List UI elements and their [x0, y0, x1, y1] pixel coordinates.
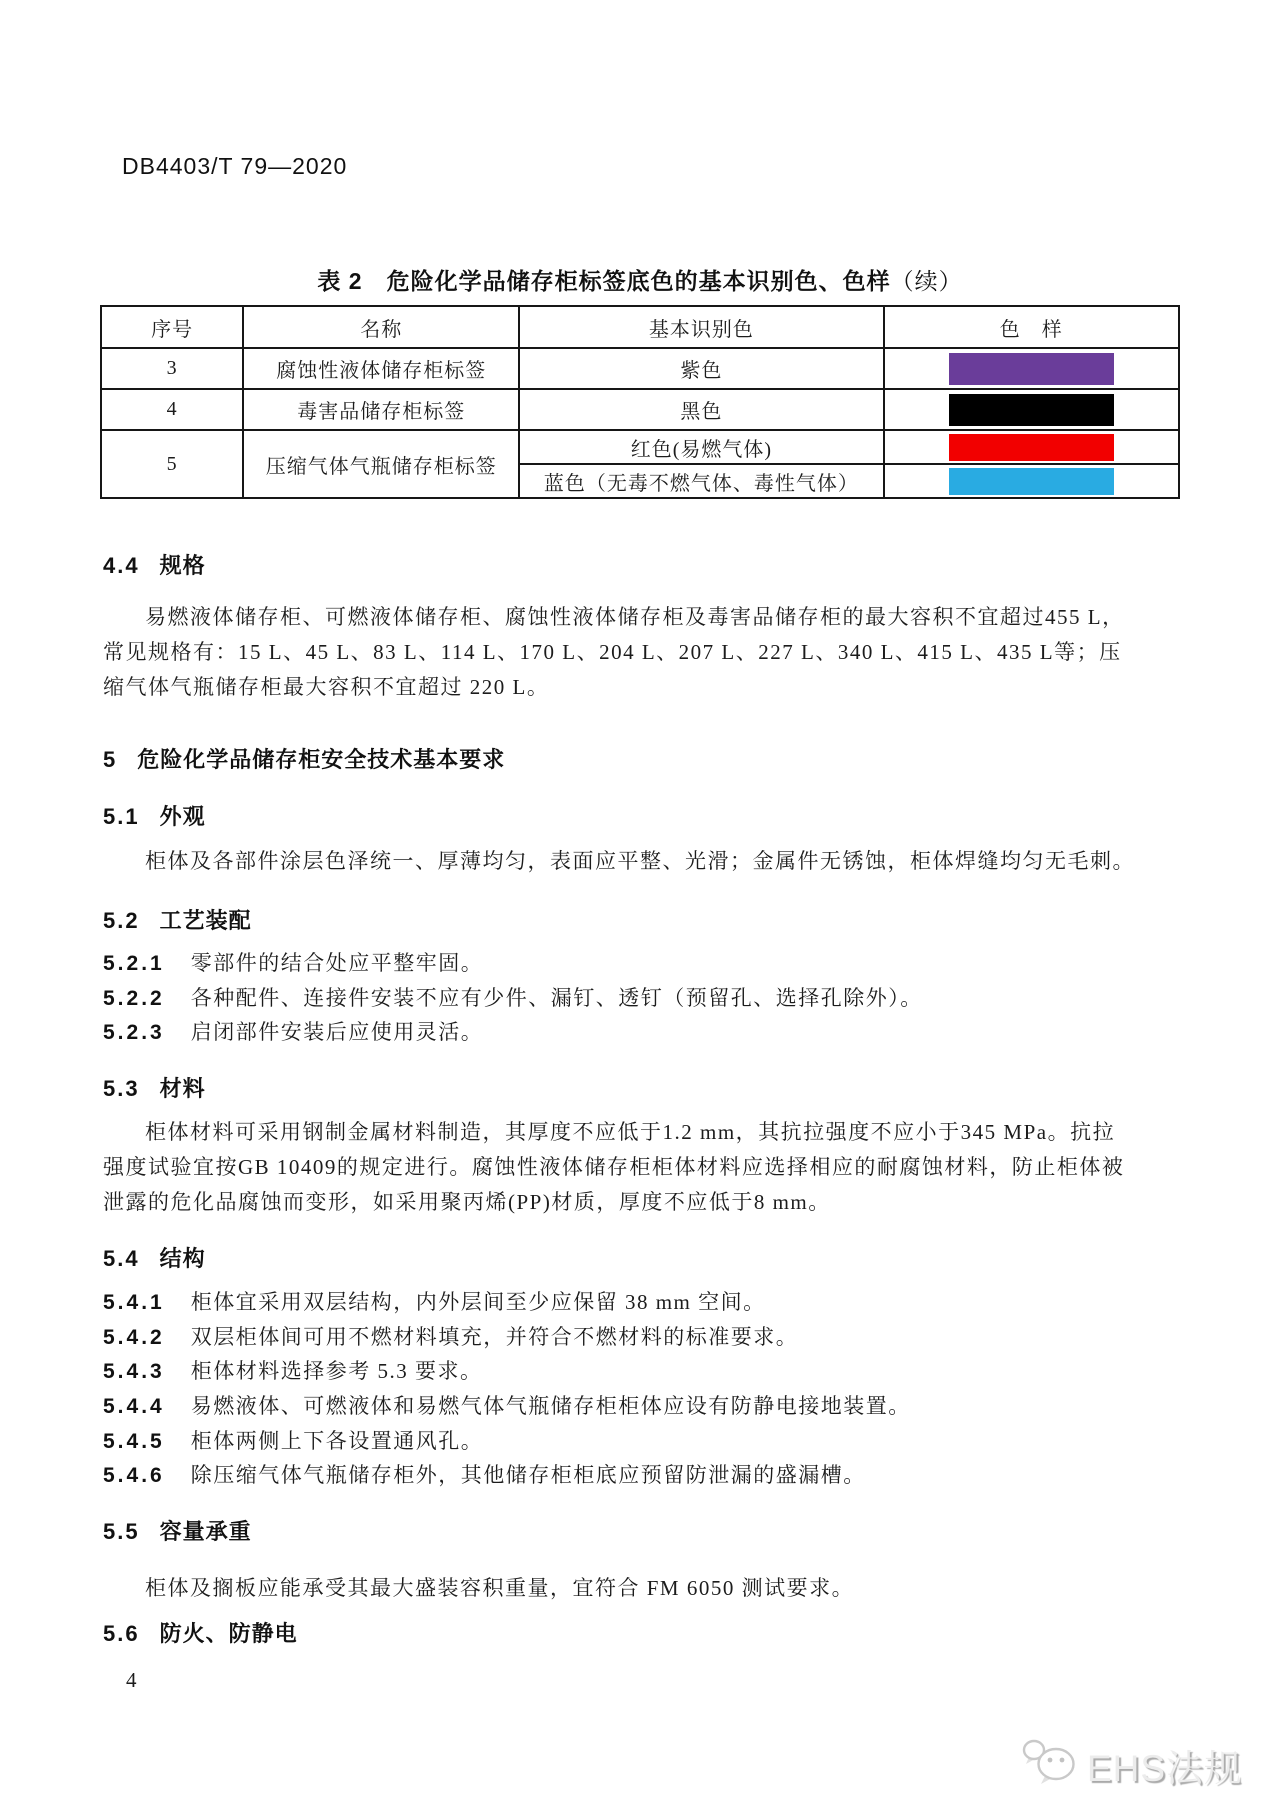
item-number: 5.2.2: [103, 986, 165, 1010]
item-number: 5.4.4: [103, 1395, 165, 1419]
paragraph-line: 柜体及搁板应能承受其最大盛装容积重量，宜符合 FM 6050 测试要求。: [145, 1576, 855, 1600]
heading-5-2: [103, 904, 252, 935]
heading-text: 容量承重: [159, 1519, 252, 1544]
heading-4-4: [103, 549, 206, 580]
heading-number: 5.5: [103, 1519, 140, 1544]
paragraph-5-3: [103, 1115, 1183, 1220]
list-item: [103, 946, 1183, 981]
item-number: 5.4.6: [103, 1464, 165, 1488]
item-number: 5.4.2: [103, 1325, 165, 1349]
col-header-seq: 序号: [101, 306, 243, 348]
item-text: 柜体两侧上下各设置通风孔。: [190, 1428, 484, 1453]
list-item: [103, 1458, 1183, 1493]
table-header-row: [101, 306, 1179, 348]
heading-number: 5.3: [103, 1076, 140, 1101]
chat-bubbles-icon: [1021, 1737, 1079, 1792]
heading-number: 5: [103, 747, 118, 772]
purple-swatch: [949, 353, 1114, 385]
row-sample-cell: [884, 464, 1179, 498]
list-item: [103, 1389, 1183, 1424]
paragraph-line: 泄露的危化品腐蚀而变形，如采用聚丙烯(PP)材质，厚度不应低于8 mm。: [103, 1190, 831, 1214]
row-seq: 3: [101, 348, 243, 389]
row-name: 压缩气体气瓶储存柜标签: [243, 430, 519, 498]
item-text: 双层柜体间可用不燃材料填充，并符合不燃材料的标准要求。: [190, 1324, 799, 1349]
row-color-label: 紫色: [519, 348, 883, 389]
paragraph-line: 易燃液体储存柜、可燃液体储存柜、腐蚀性液体储存柜及毒害品储存柜的最大容积不宜超过455 L，: [145, 605, 1125, 629]
heading-text: 规格: [159, 553, 206, 578]
color-sample-table: [100, 305, 1180, 499]
item-number: 5.4.1: [103, 1291, 165, 1314]
row-name: 毒害品储存柜标签: [243, 389, 519, 430]
item-text: 柜体宜采用双层结构，内外层间至少应保留 38 mm 空间。: [190, 1290, 766, 1314]
heading-text: 材料: [159, 1076, 206, 1101]
list-5-2: [103, 946, 1183, 1050]
heading-text: 防火、防静电: [159, 1621, 298, 1646]
heading-number: 4.4: [103, 553, 140, 578]
heading-5-6: [103, 1617, 298, 1648]
black-swatch: [949, 394, 1114, 426]
item-text: 零部件的结合处应平整牢固。: [190, 951, 484, 975]
heading-5-5: [103, 1515, 252, 1546]
table-row: [101, 430, 1179, 464]
doc-number: DB4403/T 79—2020: [122, 153, 348, 179]
heading-number: 5.6: [103, 1621, 140, 1646]
heading-text: 结构: [159, 1246, 206, 1271]
heading-text: 危险化学品储存柜安全技术基本要求: [137, 747, 506, 772]
paragraph-line: 强度试验宜按GB 10409的规定进行。腐蚀性液体储存柜柜体材料应选择相应的耐腐蚀材料，防止柜体被: [103, 1155, 1125, 1179]
paragraph-line: 柜体及各部件涂层色泽统一、厚薄均匀，表面应平整、光滑；金属件无锈蚀，柜体焊缝均匀无毛刺。: [145, 849, 1135, 873]
list-item: [103, 1354, 1183, 1389]
item-text: 各种配件、连接件安装不应有少件、漏钉、透钉（预留孔、选择孔除外）。: [190, 985, 923, 1010]
paragraph-line: 常见规格有：15 L、45 L、83 L、114 L、170 L、204 L、207 L、227 L、340 L、415 L、435 L等；压: [103, 640, 1122, 664]
heading-5: [103, 743, 505, 774]
heading-number: 5.2: [103, 908, 140, 933]
item-number: 5.2.3: [103, 1021, 165, 1045]
list-item: [103, 1424, 1183, 1459]
col-header-name: 名称: [243, 306, 519, 348]
heading-number: 5.4: [103, 1246, 140, 1271]
heading-5-4: [103, 1242, 206, 1273]
row-seq: 5: [101, 430, 243, 498]
heading-text: 外观: [159, 804, 206, 829]
row-color-label: 蓝色（无毒不燃气体、毒性气体）: [519, 464, 883, 498]
item-text: 柜体材料选择参考 5.3 要求。: [190, 1359, 483, 1384]
list-item: [103, 981, 1183, 1016]
table-row: [101, 389, 1179, 430]
row-seq: 4: [101, 389, 243, 430]
page-number: 4: [126, 1668, 137, 1692]
table-title-suffix: （续）: [890, 269, 963, 294]
paragraph-5-1: [103, 844, 1183, 879]
heading-5-1: [103, 800, 206, 831]
list-item: [103, 1285, 1183, 1320]
item-number: 5.2.1: [103, 952, 165, 975]
paragraph-line: 缩气体气瓶储存柜最大容积不宜超过 220 L。: [103, 675, 550, 699]
paragraph-4-4: [103, 600, 1183, 705]
heading-number: 5.1: [103, 804, 140, 829]
paragraph-line: 柜体材料可采用钢制金属材料制造，其厚度不应低于1.2 mm，其抗拉强度不应小于345 MPa。抗拉: [145, 1120, 1116, 1144]
red-swatch: [949, 434, 1114, 461]
watermark-text: EHS法规: [1086, 1747, 1242, 1789]
row-color-label: 黑色: [519, 389, 883, 430]
col-header-color: 基本识别色: [519, 306, 883, 348]
col-header-sample: 色 样: [884, 306, 1179, 348]
item-text: 启闭部件安装后应使用灵活。: [190, 1020, 484, 1045]
row-sample-cell: [884, 348, 1179, 389]
table-title-main: 表 2 危险化学品储存柜标签底色的基本识别色、色样: [317, 268, 891, 294]
list-item: [103, 1320, 1183, 1355]
list-5-4: [103, 1285, 1183, 1493]
item-text: 易燃液体、可燃液体和易燃气体气瓶储存柜柜体应设有防静电接地装置。: [190, 1394, 911, 1419]
table-title: [100, 263, 1180, 296]
heading-5-3: [103, 1072, 206, 1103]
paragraph-5-5: [103, 1571, 1183, 1606]
blue-swatch: [949, 468, 1114, 495]
item-text: 除压缩气体气瓶储存柜外，其他储存柜柜底应预留防泄漏的盛漏槽。: [190, 1463, 866, 1488]
item-number: 5.4.3: [103, 1360, 165, 1384]
row-name: 腐蚀性液体储存柜标签: [243, 348, 519, 389]
table-row: [101, 348, 1179, 389]
row-sample-cell: [884, 430, 1179, 464]
row-sample-cell: [884, 389, 1179, 430]
watermark: [1021, 1737, 1242, 1792]
item-number: 5.4.5: [103, 1429, 165, 1453]
list-item: [103, 1015, 1183, 1050]
row-color-label: 红色(易燃气体): [519, 430, 883, 464]
heading-text: 工艺装配: [159, 908, 252, 933]
